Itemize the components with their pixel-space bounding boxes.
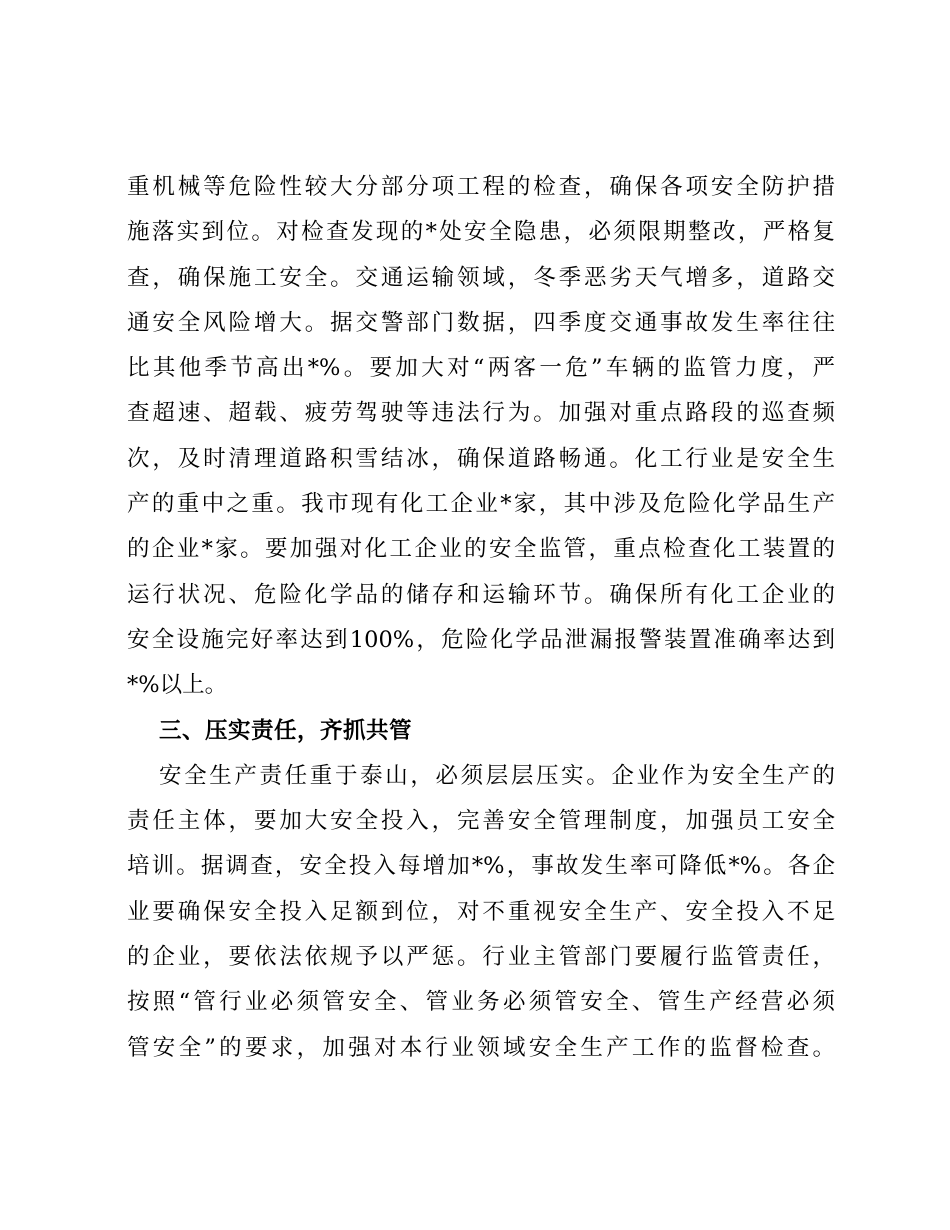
text-line: 施落实到位。对检查发现的*处安全隐患，必须限期整改，严格复	[127, 219, 835, 246]
text-line: 的企业*家。要加强对化工企业的安全监管，重点检查化工装置的	[127, 536, 835, 563]
text-line: 安全设施完好率达到100%，危险化学品泄漏报警装置准确率达到	[127, 626, 835, 653]
text-line: *%以上。	[127, 672, 228, 699]
text-line: 管安全”的要求，加强对本行业领域安全生产工作的监督检查。	[127, 1034, 835, 1061]
text-line: 的企业，要依法依规予以严惩。行业主管部门要履行监管责任，	[127, 944, 835, 971]
text-line: 查超速、超载、疲劳驾驶等违法行为。加强对重点路段的巡查频	[127, 400, 835, 427]
text-line: 产的重中之重。我市现有化工企业*家，其中涉及危险化学品生产	[127, 491, 835, 518]
text-line: 运行状况、危险化学品的储存和运输环节。确保所有化工企业的	[127, 581, 835, 608]
text-line: 次，及时清理道路积雪结冰，确保道路畅通。化工行业是安全生	[127, 445, 835, 472]
section-heading: 三、压实责任，齐抓共管	[159, 717, 413, 744]
text-line: 查，确保施工安全。交通运输领域，冬季恶劣天气增多，道路交	[127, 264, 835, 291]
text-line: 安全生产责任重于泰山，必须层层压实。企业作为安全生产的	[159, 762, 835, 789]
text-line: 比其他季节高出*%。要加大对“两客一危”车辆的监管力度，严	[127, 355, 835, 382]
text-line: 责任主体，要加大安全投入，完善安全管理制度，加强员工安全	[127, 808, 835, 835]
paragraph-1	[127, 165, 835, 709]
text-line: 业要确保安全投入足额到位，对不重视安全生产、安全投入不足	[127, 898, 835, 925]
text-line: 重机械等危险性较大分部分项工程的检查，确保各项安全防护措	[127, 174, 835, 200]
text-line: 通安全风险增大。据交警部门数据，四季度交通事故发生率往往	[127, 309, 835, 336]
text-line: 培训。据调查，安全投入每增加*%，事故发生率可降低*%。各企	[127, 853, 835, 880]
text-line: 按照“管行业必须管安全、管业务必须管安全、管生产经营必须	[127, 989, 835, 1016]
paragraph-2	[127, 754, 835, 1071]
document-page	[127, 165, 835, 1071]
